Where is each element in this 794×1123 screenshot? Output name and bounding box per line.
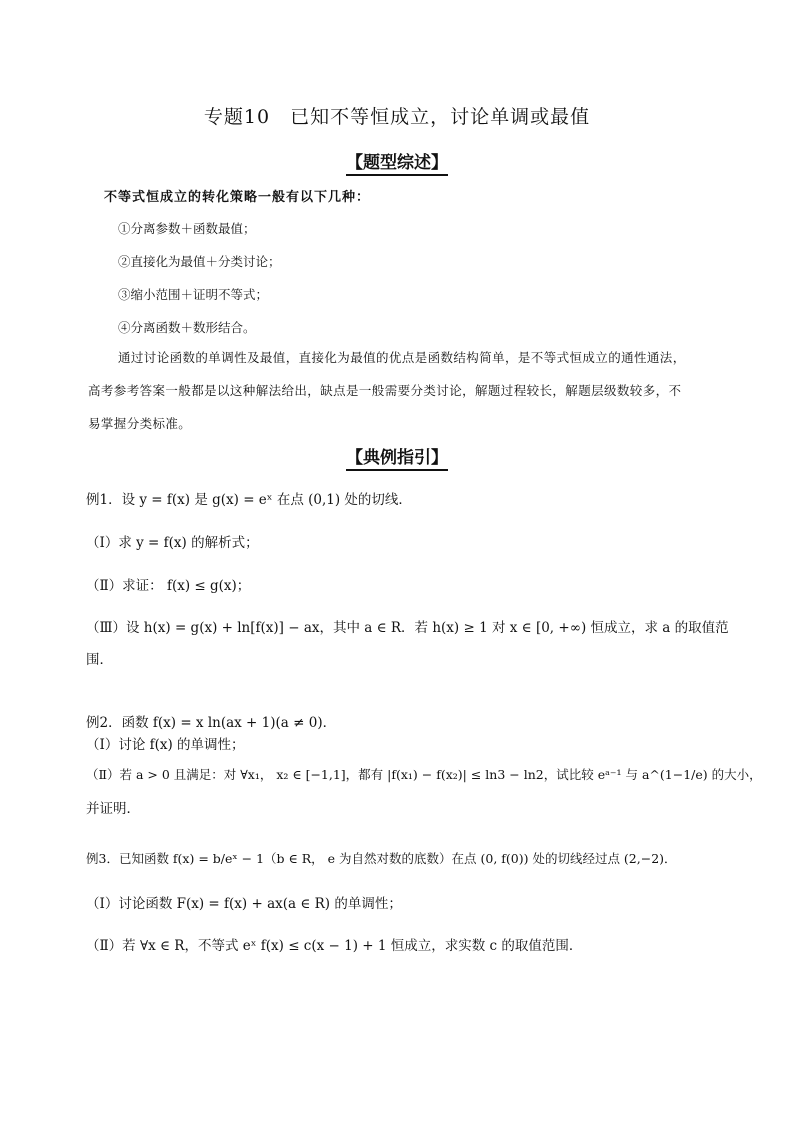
example-2-question-2: （Ⅱ）若 a > 0 且满足：对 ∀x₁， x₂ ∈ [−1,1]，都有 |f(x₁) − f(x₂)| ≤ ln3 − ln2，试比较 eᵃ⁻¹ 与 a^(1−1/e) 的大小， [86, 767, 762, 782]
strategy-item: ④分离函数＋数形结合。 [118, 320, 256, 335]
strategy-item: ②直接化为最值＋分类讨论； [118, 254, 281, 269]
example-1-stem: 例1．设 y = f(x) 是 g(x) = eˣ 在点 (0,1) 处的切线． [86, 492, 412, 508]
section-heading-examples-label: 【典例指引】 [346, 448, 448, 471]
example-3-question-2: （Ⅱ）若 ∀x ∈ R，不等式 eˣ f(x) ≤ c(x − 1) + 1 恒成立，求实数 c 的取值范围． [86, 938, 583, 954]
section-heading-overview [0, 148, 794, 173]
strategy-lead: 不等式恒成立的转化策略一般有以下几种： [104, 190, 371, 205]
example-1-question-1: （Ⅰ）求 y = f(x) 的解析式； [86, 535, 259, 551]
strategy-item: ①分离参数＋函数最值； [118, 221, 256, 236]
example-2-question-2-continued: 并证明． [86, 801, 140, 817]
summary-line: 易掌握分类标准。 [88, 416, 192, 431]
example-1-question-2: （Ⅱ）求证： f(x) ≤ g(x)； [86, 578, 251, 594]
example-2-stem: 例2．函数 f(x) = x ln(ax + 1)(a ≠ 0)． [86, 715, 337, 731]
example-3-stem: 例3．已知函数 f(x) = b/eˣ − 1（b ∈ R， e 为自然对数的底数）在点 (0, f(0)) 处的切线经过点 (2,−2)． [86, 851, 677, 866]
strategy-item: ③缩小范围＋证明不等式； [118, 287, 269, 302]
example-3-question-1: （Ⅰ）讨论函数 F(x) = f(x) + ax(a ∈ R) 的单调性； [86, 896, 402, 912]
section-heading-examples [0, 443, 794, 468]
example-1-question-3-continued: 围． [86, 652, 113, 668]
section-heading-overview-label: 【题型综述】 [346, 153, 448, 176]
example-2-question-1: （Ⅰ）讨论 f(x) 的单调性； [86, 737, 245, 753]
page-title: 专题10 已知不等恒成立，讨论单调或最值 [203, 106, 591, 128]
summary-line: 高考参考答案一般都是以这种解法给出，缺点是一般需要分类讨论，解题过程较长，解题层级数较多，不 [88, 383, 682, 398]
example-1-question-3: （Ⅲ）设 h(x) = g(x) + ln[f(x)] − ax，其中 a ∈ R．若 h(x) ≥ 1 对 x ∈ [0, +∞) 恒成立，求 a 的取值范 [86, 620, 729, 636]
summary-line: 通过讨论函数的单调性及最值，直接化为最值的优点是函数结构简单，是不等式恒成立的通性通法， [118, 350, 686, 365]
